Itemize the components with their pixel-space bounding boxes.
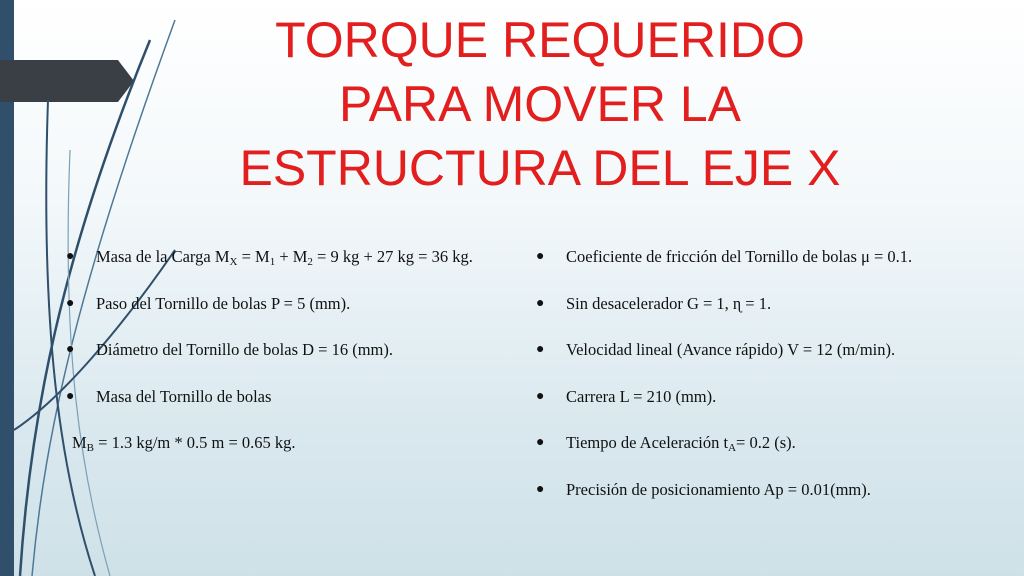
list-item-precision <box>532 471 1002 518</box>
text-segment: Masa de la Carga M <box>96 247 230 266</box>
list-item-coeficiente <box>532 238 1002 285</box>
text-segment: = 9 kg + 27 kg = 36 kg. <box>312 247 473 266</box>
text-segment: + M <box>275 247 308 266</box>
list-item-velocidad <box>532 331 1002 378</box>
left-bullet-list <box>62 238 532 471</box>
list-item-text: Sin desacelerador G = 1, ɳ = 1. <box>566 293 772 313</box>
bullet-icon: ● <box>536 481 545 497</box>
text-segment: M <box>72 433 87 452</box>
title-line-3: ESTRUCTURA DEL EJE X <box>239 140 841 196</box>
bullet-icon: ● <box>66 342 75 357</box>
bullet-icon: ● <box>66 295 75 311</box>
bullet-icon: ● <box>536 342 545 357</box>
subscript: 1 <box>269 256 276 268</box>
bullet-icon: ● <box>66 388 75 404</box>
list-item-carrera <box>532 378 1002 425</box>
title-line-2: PARA MOVER LA <box>339 76 741 132</box>
text-segment: = 0.2 (s). <box>736 433 796 452</box>
bullet-icon: ● <box>536 249 545 264</box>
text-segment: = 1.3 kg/m * 0.5 m = 0.65 kg. <box>94 433 296 452</box>
list-item-text: Carrera L = 210 (mm). <box>566 386 717 406</box>
list-item-text: Masa del Tornillo de bolas <box>96 386 272 406</box>
list-item-masa-carga <box>62 238 532 285</box>
list-item-masa-tornillo-valor <box>62 424 532 471</box>
list-item-masa-tornillo <box>62 378 532 425</box>
list-item-text: Paso del Tornillo de bolas P = 5 (mm). <box>96 293 351 313</box>
bullet-icon: ● <box>536 388 545 404</box>
subscript: X <box>229 256 238 268</box>
list-item-desacelerador <box>532 285 1002 332</box>
list-item-text: Velocidad lineal (Avance rápido) V = 12 (m/min). <box>566 340 896 359</box>
arrow-tab-decoration <box>0 60 134 102</box>
subscript: B <box>86 442 95 454</box>
title-line-1: TORQUE REQUERIDO <box>275 12 805 68</box>
list-item-tiempo-aceleracion <box>532 424 1002 471</box>
bullet-icon: ● <box>536 295 545 311</box>
list-item-paso <box>62 285 532 332</box>
bullet-icon: ● <box>536 435 545 450</box>
text-segment: Tiempo de Aceleración t <box>566 433 729 452</box>
subscript: 2 <box>307 256 313 268</box>
list-item-text: Diámetro del Tornillo de bolas D = 16 (mm). <box>96 340 393 359</box>
text-segment: = M <box>237 247 270 266</box>
subscript: A <box>728 442 737 454</box>
slide-title <box>200 8 880 200</box>
list-item-text: Precisión de posicionamiento Ap = 0.01(mm). <box>566 479 871 499</box>
list-item-text: Coeficiente de fricción del Tornillo de bolas μ = 0.1. <box>566 247 913 266</box>
right-bullet-list <box>532 238 1002 517</box>
list-item-diametro <box>62 331 532 378</box>
bullet-icon: ● <box>66 249 75 264</box>
